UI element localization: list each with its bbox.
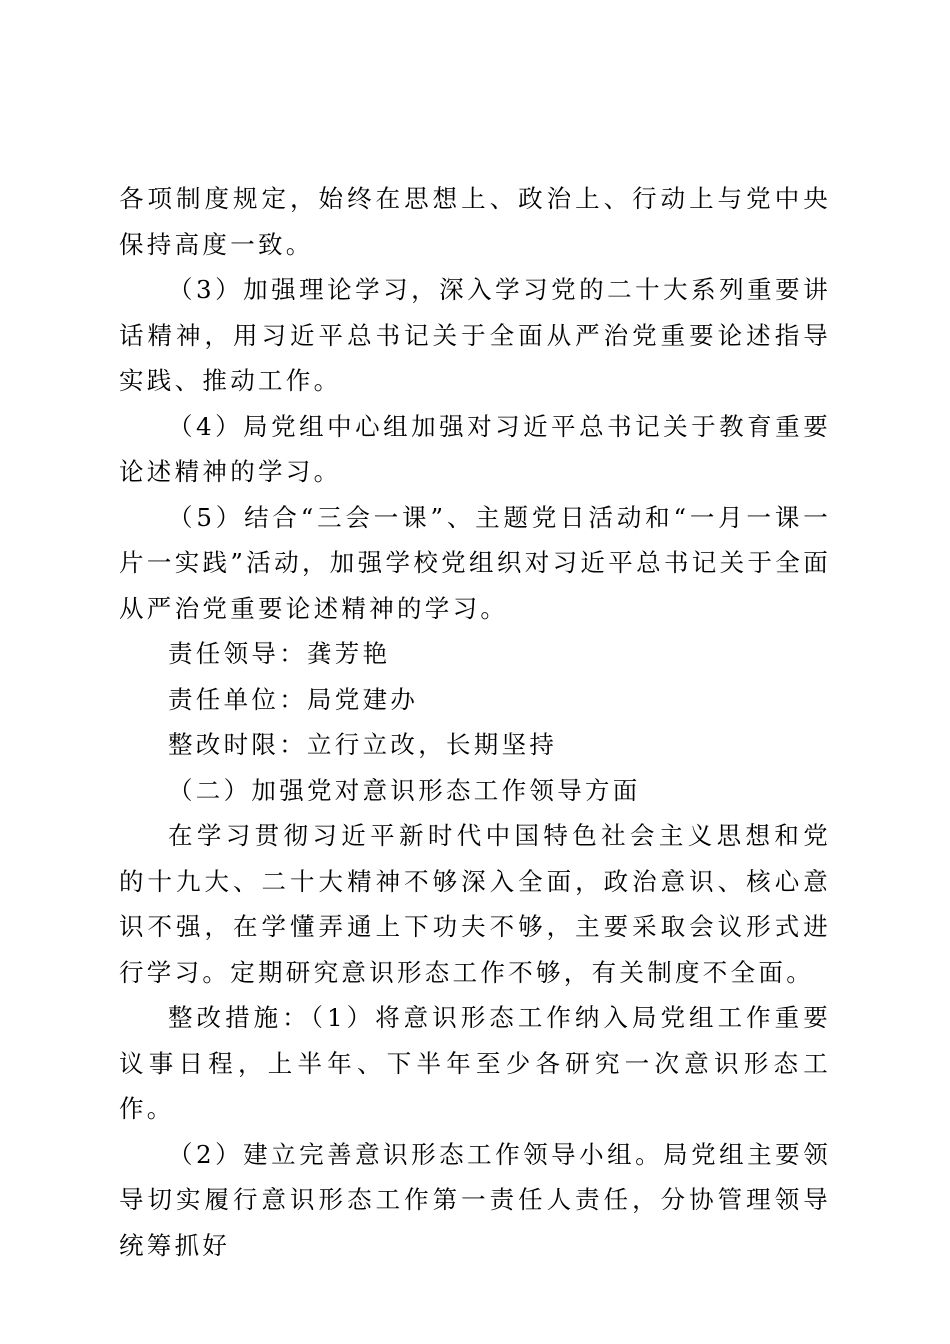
- paragraph-continuation: 各项制度规定，始终在思想上、政治上、行动上与党中央保持高度一致。: [119, 184, 831, 259]
- rectification-deadline: 整改时限：立行立改，长期坚持: [168, 730, 558, 759]
- rectification-measures: 整改措施：（1）将意识形态工作纳入局党组工作重要议事日程，上半年、下半年至少各研究一次意识形态工作。: [119, 1003, 831, 1123]
- paragraph-measure-2: （2）建立完善意识形态工作领导小组。局党组主要领导切实履行意识形态工作第一责任人责任，分协管理领导统筹抓好: [119, 1139, 831, 1260]
- problem-description: 在学习贯彻习近平新时代中国特色社会主义思想和党的十九大、二十大精神不够深入全面，政治意识、核心意识不强，在学懂弄通上下功夫不够，主要采取会议形式进行学习。定期研究意识形态工作不够，有关制度不全面。: [119, 821, 831, 987]
- document-body: [119, 176, 831, 1268]
- paragraph-item-3: （3）加强理论学习，深入学习党的二十大系列重要讲话精神，用习近平总书记关于全面从严治党重要论述指导实践、推动工作。: [119, 275, 831, 395]
- paragraph-item-4: （4）局党组中心组加强对习近平总书记关于教育重要论述精神的学习。: [119, 411, 831, 486]
- paragraph-item-5: （5）结合“三会一课”、主题党日活动和“一月一课一片一实践”活动，加强学校党组织对习近平总书记关于全面从严治党重要论述精神的学习。: [119, 502, 831, 623]
- section-heading: （二）加强党对意识形态工作领导方面: [168, 775, 641, 805]
- responsible-unit: 责任单位：局党建办: [168, 684, 419, 714]
- responsible-leader: 责任领导：龚芳艳: [168, 639, 391, 668]
